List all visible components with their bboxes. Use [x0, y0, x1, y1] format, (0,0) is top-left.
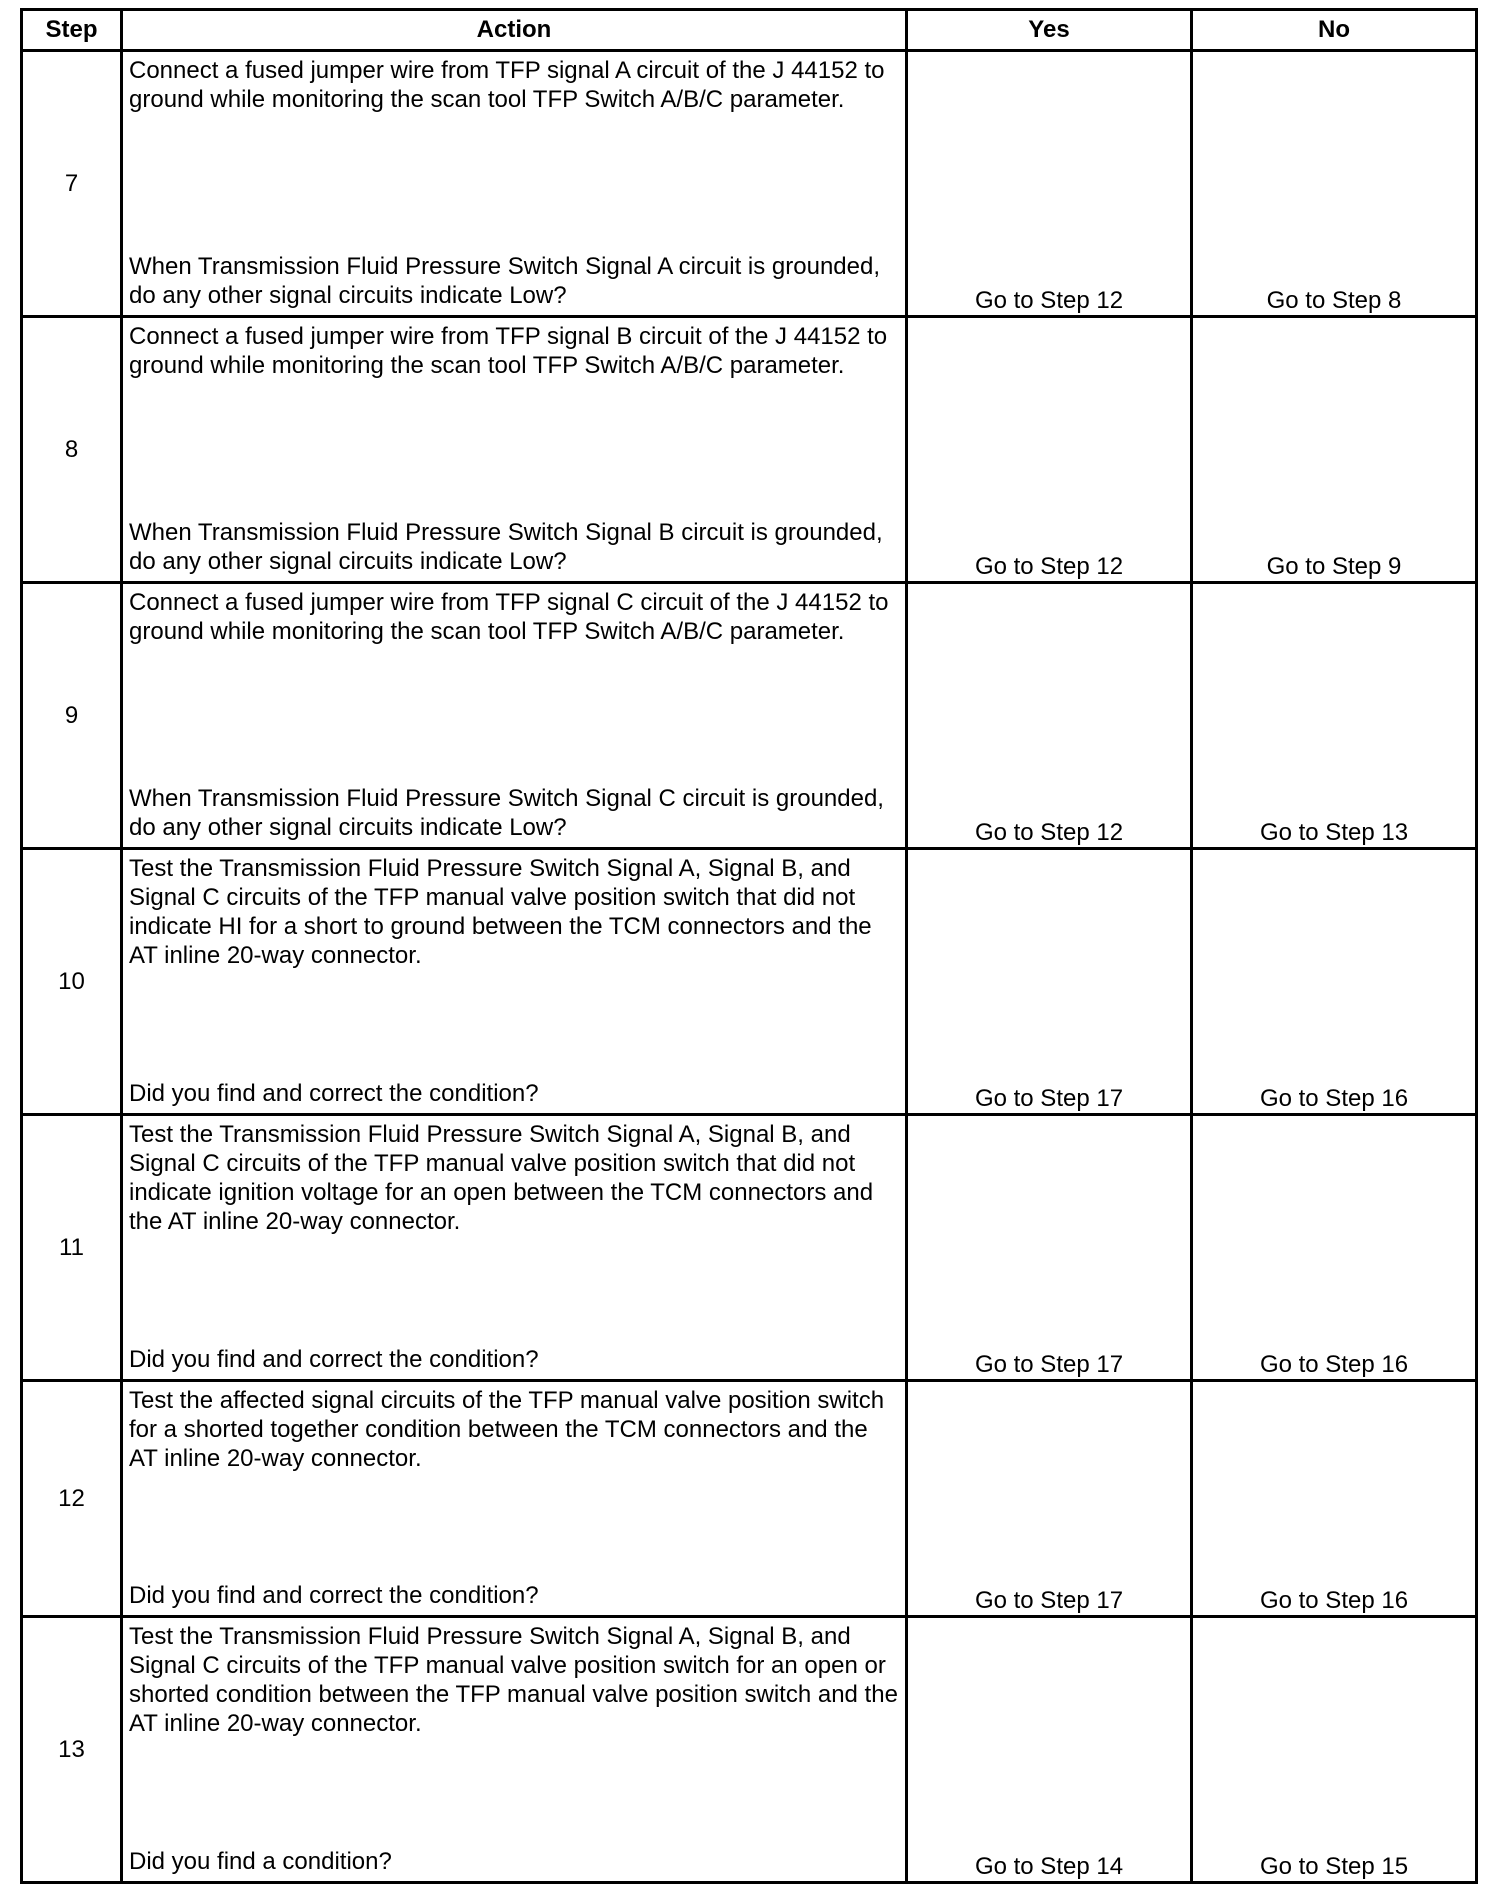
table-row: [22, 1381, 1477, 1617]
action-question: When Transmission Fluid Pressure Switch Signal A circuit is grounded, do any other signal circuits indicate Low?: [129, 253, 880, 309]
yes-result: Go to Step 14: [907, 1617, 1192, 1883]
action-cell: [122, 583, 907, 849]
action-cell: [122, 1617, 907, 1883]
step-number: 12: [22, 1381, 122, 1617]
no-result: Go to Step 15: [1192, 1617, 1477, 1883]
action-instruction: Connect a fused jumper wire from TFP signal B circuit of the J 44152 to ground while monitoring the scan tool TFP Switch A/B/C parameter.: [129, 323, 888, 379]
action-question: When Transmission Fluid Pressure Switch Signal B circuit is grounded, do any other signal circuits indicate Low?: [129, 519, 883, 575]
step-number: 11: [22, 1115, 122, 1381]
action-cell: [122, 51, 907, 317]
yes-result: Go to Step 12: [907, 583, 1192, 849]
no-result: Go to Step 16: [1192, 849, 1477, 1115]
table-row: [22, 317, 1477, 583]
yes-result: Go to Step 17: [907, 849, 1192, 1115]
no-result: Go to Step 9: [1192, 317, 1477, 583]
no-result: Go to Step 16: [1192, 1381, 1477, 1617]
table-row: [22, 51, 1477, 317]
action-instruction: Connect a fused jumper wire from TFP signal C circuit of the J 44152 to ground while monitoring the scan tool TFP Switch A/B/C parameter.: [129, 589, 889, 645]
action-question: When Transmission Fluid Pressure Switch Signal C circuit is grounded, do any other signal circuits indicate Low?: [129, 785, 884, 841]
action-cell: [122, 1115, 907, 1381]
action-instruction: Test the affected signal circuits of the TFP manual valve position switch for a shorted together condition between the TCM connectors and the AT inline 20-way connector.: [129, 1387, 885, 1472]
action-question: Did you find and correct the condition?: [129, 1080, 539, 1107]
action-cell: [122, 849, 907, 1115]
no-result: Go to Step 16: [1192, 1115, 1477, 1381]
yes-result: Go to Step 17: [907, 1115, 1192, 1381]
action-cell: [122, 317, 907, 583]
header-action: Action: [122, 10, 907, 51]
no-result: Go to Step 13: [1192, 583, 1477, 849]
step-number: 9: [22, 583, 122, 849]
header-no: No: [1192, 10, 1477, 51]
header-step: Step: [22, 10, 122, 51]
table-row: [22, 1115, 1477, 1381]
step-number: 7: [22, 51, 122, 317]
table-row: [22, 583, 1477, 849]
step-number: 10: [22, 849, 122, 1115]
action-question: Did you find a condition?: [129, 1848, 392, 1875]
action-question: Did you find and correct the condition?: [129, 1346, 539, 1373]
no-result: Go to Step 8: [1192, 51, 1477, 317]
table-row: [22, 1617, 1477, 1883]
yes-result: Go to Step 12: [907, 51, 1192, 317]
action-question: Did you find and correct the condition?: [129, 1582, 539, 1609]
action-instruction: Connect a fused jumper wire from TFP signal A circuit of the J 44152 to ground while monitoring the scan tool TFP Switch A/B/C parameter.: [129, 57, 885, 113]
action-instruction: Test the Transmission Fluid Pressure Switch Signal A, Signal B, and Signal C circuits of the TFP manual valve position switch that did not indicate HI for a short to ground between the TCM connectors and the AT inline 20-way connector.: [129, 855, 872, 969]
yes-result: Go to Step 12: [907, 317, 1192, 583]
header-row: [22, 10, 1477, 51]
action-instruction: Test the Transmission Fluid Pressure Switch Signal A, Signal B, and Signal C circuits of the TFP manual valve position switch for an open or shorted condition between the TFP manual valve position switch and the AT inline 20-way connector.: [129, 1623, 898, 1737]
table-row: [22, 849, 1477, 1115]
action-instruction: Test the Transmission Fluid Pressure Switch Signal A, Signal B, and Signal C circuits of the TFP manual valve position switch that did not indicate ignition voltage for an open between the TCM connectors and the AT inline 20-way connector.: [129, 1121, 874, 1235]
header-yes: Yes: [907, 10, 1192, 51]
action-cell: [122, 1381, 907, 1617]
diagnostic-step-table: [20, 8, 1478, 1884]
step-number: 8: [22, 317, 122, 583]
yes-result: Go to Step 17: [907, 1381, 1192, 1617]
step-number: 13: [22, 1617, 122, 1883]
